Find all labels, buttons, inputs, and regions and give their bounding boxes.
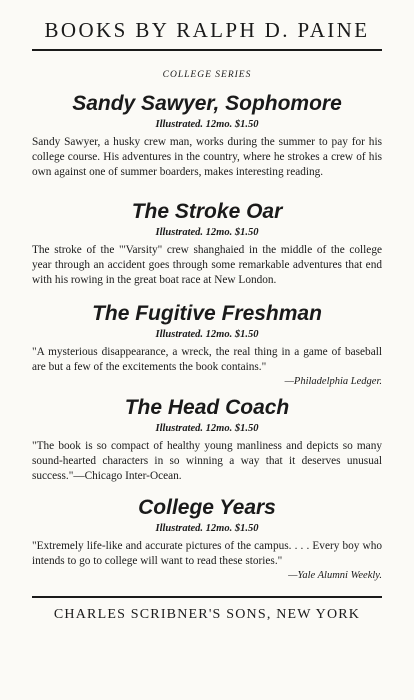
book-entry-fugitive-freshman [32,302,382,389]
book-description: "The book is so compact of healthy young manliness and depicts so many sound-hearted characters in so winning a way that it deserves unusual success."—Chicago Inter-Ocean. [32,440,382,482]
book-description: "A mysterious disappearance, a wreck, the real thing in a game of baseball are but a few of the excitements the book contains." [32,346,382,373]
book-entry-college-years [32,496,382,583]
book-entry-head-coach [32,396,382,484]
book-title: The Fugitive Freshman [92,302,322,325]
book-title: The Head Coach [124,396,290,419]
book-meta: Illustrated. 12mo. $1.50 [155,523,259,534]
page-title: BOOKS BY RALPH D. PAINE [44,18,370,42]
book-meta: Illustrated. 12mo. $1.50 [155,423,259,434]
series-label: COLLEGE SERIES [162,70,252,80]
book-meta: Illustrated. 12mo. $1.50 [155,119,259,130]
page-header [32,18,382,51]
review-attribution: —Yale Alumni Weekly. [288,570,382,581]
book-meta: Illustrated. 12mo. $1.50 [155,227,259,238]
book-entry-sandy-sawyer [32,92,382,180]
book-meta: Illustrated. 12mo. $1.50 [155,329,259,340]
book-description: Sandy Sawyer, a husky crew man, works during the summer to pay for his college course. His adventures in the country, where he strokes a crew of his own against one of summer boarders, makes interesting reading. [32,136,382,178]
book-title: College Years [138,496,276,519]
review-attribution: —Philadelphia Ledger. [284,376,382,387]
book-description: "Extremely life-like and accurate pictures of the campus. . . . Every boy who intends to go to college will want to read these stories." [32,540,382,567]
book-description: The stroke of the "'Varsity" crew shanghaied in the middle of the college year through an accident goes through some remarkable adventures that end with his rowing in the great boat race at New London. [32,244,382,286]
book-entry-stroke-oar [32,200,382,288]
book-title: The Stroke Oar [131,200,283,223]
book-title: Sandy Sawyer, Sophomore [72,92,342,115]
publisher-footer [32,596,382,623]
publisher-name: CHARLES SCRIBNER'S SONS, NEW YORK [53,607,361,622]
